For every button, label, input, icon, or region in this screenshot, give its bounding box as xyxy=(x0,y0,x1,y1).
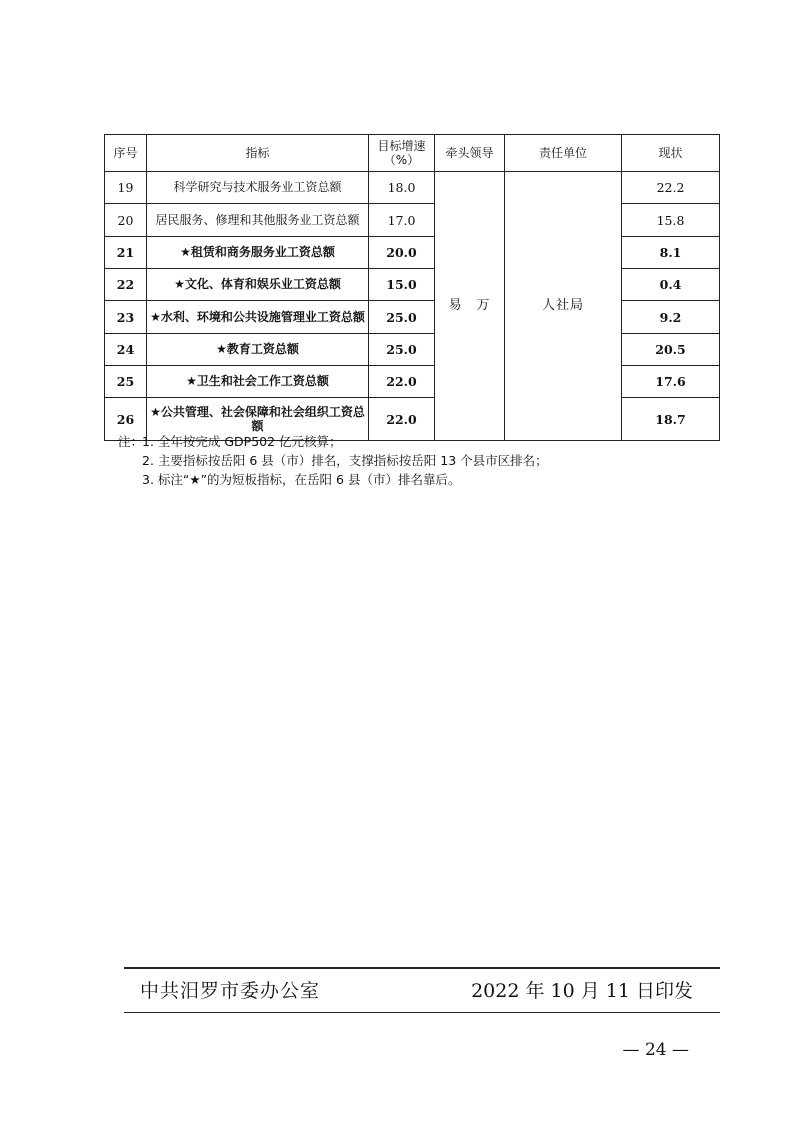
target-cell: 25.0 xyxy=(369,301,435,334)
table-row xyxy=(105,172,720,204)
table-row xyxy=(105,301,720,334)
target-cell: 15.0 xyxy=(369,269,435,301)
footer-divider-top xyxy=(124,967,720,969)
header-indicator: 指标 xyxy=(147,135,369,172)
seq-cell: 26 xyxy=(105,398,147,441)
target-cell: 22.0 xyxy=(369,398,435,441)
indicator-cell: 居民服务、修理和其他服务业工资总额 xyxy=(147,204,369,237)
note-item: 2. 主要指标按岳阳 6 县（市）排名，支撑指标按岳阳 13 个县市区排名； xyxy=(142,453,548,468)
indicator-cell: ★教育工资总额 xyxy=(147,334,369,366)
notes-label: 注： xyxy=(118,434,144,449)
status-cell: 8.1 xyxy=(622,237,720,269)
table-row xyxy=(105,237,720,269)
target-cell: 22.0 xyxy=(369,366,435,398)
unit-cell: 人社局 xyxy=(505,172,622,441)
target-cell: 20.0 xyxy=(369,237,435,269)
seq-cell: 24 xyxy=(105,334,147,366)
status-cell: 20.5 xyxy=(622,334,720,366)
note-line xyxy=(118,432,548,451)
status-cell: 18.7 xyxy=(622,398,720,441)
header-unit: 责任单位 xyxy=(505,135,622,172)
header-target: 目标增速（%） xyxy=(369,135,435,172)
status-cell: 22.2 xyxy=(622,172,720,204)
target-cell: 17.0 xyxy=(369,204,435,237)
seq-cell: 19 xyxy=(105,172,147,204)
footer-issuer: 中共汨罗市委办公室 xyxy=(140,980,321,1002)
seq-cell: 20 xyxy=(105,204,147,237)
header-seq: 序号 xyxy=(105,135,147,172)
header-leader: 牵头领导 xyxy=(435,135,505,172)
page-number: — 24 — xyxy=(622,1040,689,1060)
note-line xyxy=(118,451,548,470)
footer-divider-bottom xyxy=(124,1012,720,1013)
indicator-cell: 科学研究与技术服务业工资总额 xyxy=(147,172,369,204)
table-row xyxy=(105,334,720,366)
table-header-row xyxy=(105,135,720,172)
status-cell: 17.6 xyxy=(622,366,720,398)
indicator-cell: ★水利、环境和公共设施管理业工资总额 xyxy=(147,301,369,334)
seq-cell: 21 xyxy=(105,237,147,269)
indicator-cell: ★公共管理、社会保障和社会组织工资总额 xyxy=(147,398,369,441)
footer-date: 2022 年 10 月 11 日印发 xyxy=(471,980,693,1002)
indicator-cell: ★文化、体育和娱乐业工资总额 xyxy=(147,269,369,301)
target-cell: 18.0 xyxy=(369,172,435,204)
header-status: 现状 xyxy=(622,135,720,172)
indicator-table xyxy=(104,134,720,441)
note-item: 3. 标注“★”的为短板指标，在岳阳 6 县（市）排名靠后。 xyxy=(142,472,461,487)
table-notes xyxy=(118,432,548,489)
target-cell: 25.0 xyxy=(369,334,435,366)
table-row xyxy=(105,269,720,301)
seq-cell: 25 xyxy=(105,366,147,398)
seq-cell: 23 xyxy=(105,301,147,334)
note-line xyxy=(118,470,548,489)
status-cell: 15.8 xyxy=(622,204,720,237)
status-cell: 0.4 xyxy=(622,269,720,301)
table-row xyxy=(105,366,720,398)
status-cell: 9.2 xyxy=(622,301,720,334)
note-item: 1. 全年按完成 GDP502 亿元核算； xyxy=(142,434,342,449)
seq-cell: 22 xyxy=(105,269,147,301)
leader-cell: 易 万 xyxy=(435,172,505,441)
table-row xyxy=(105,204,720,237)
indicator-cell: ★卫生和社会工作工资总额 xyxy=(147,366,369,398)
indicator-cell: ★租赁和商务服务业工资总额 xyxy=(147,237,369,269)
